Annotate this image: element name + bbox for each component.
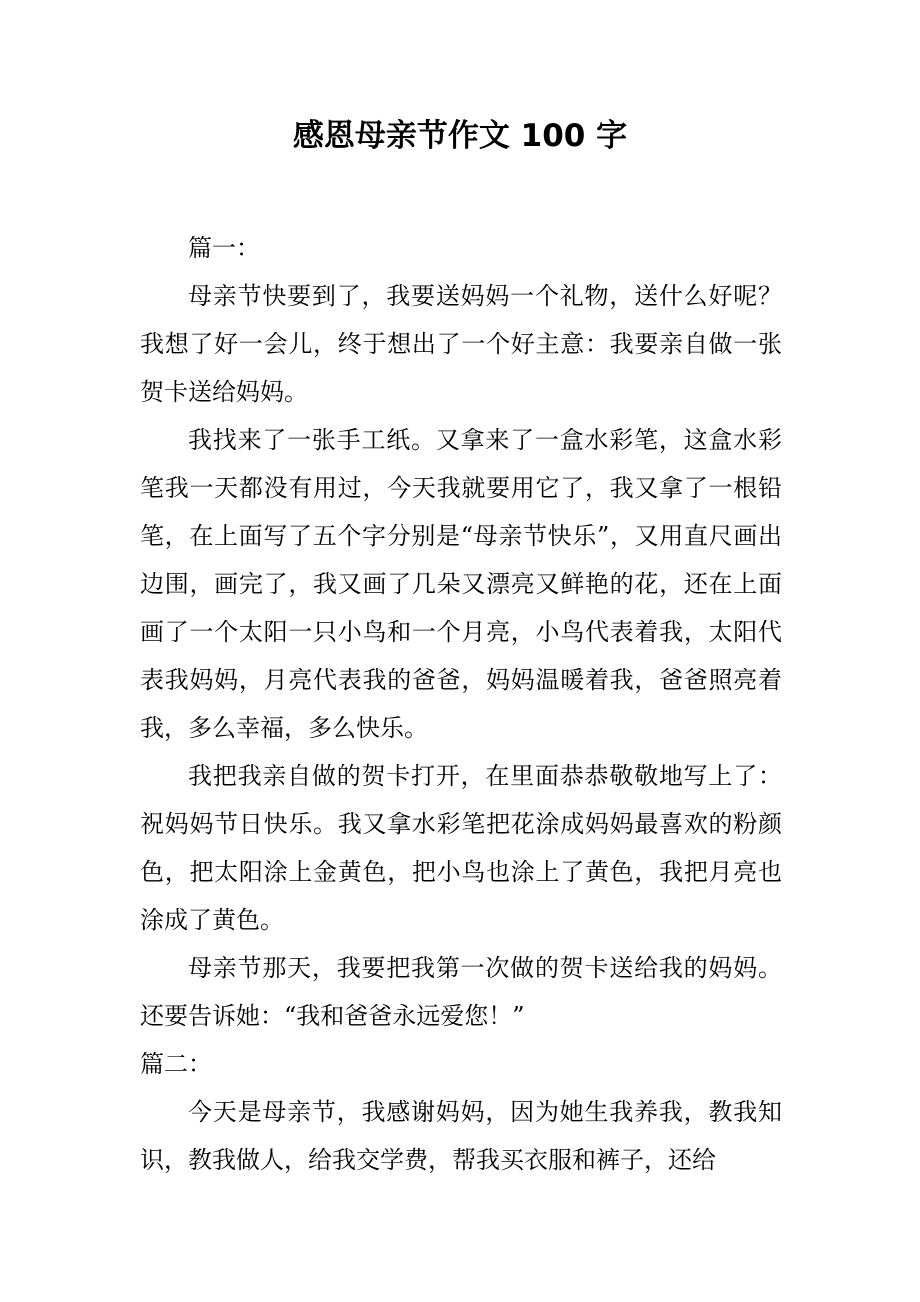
paragraph: 篇一： <box>188 234 260 262</box>
paragraph: 母亲节那天，我要把我第一次做的贺卡送给我的妈妈。还要告诉她：“我和爸爸永远爱您！” <box>140 954 782 1030</box>
section-heading: 篇二： <box>140 1050 212 1078</box>
document-body <box>140 224 782 1184</box>
paragraph: 我找来了一张手工纸。又拿来了一盒水彩笔，这盒水彩笔我一天都没有用过，今天我就要用它了，我又拿了一根铅笔，在上面写了五个字分别是“母亲节快乐”，又用直尺画出边围，画完了，我又画了几朵又漂亮又鲜艳的花，还在上面画了一个太阳一只小鸟和一个月亮，小鸟代表着我，太阳代表我妈妈，月亮代表我的爸爸，妈妈温暖着我，爸爸照亮着我，多么幸福，多么快乐。 <box>140 426 782 742</box>
paragraph: 今天是母亲节，我感谢妈妈，因为她生我养我，教我知识，教我做人，给我交学费，帮我买衣服和裤子，还给 <box>140 1098 782 1174</box>
document-title: 感恩母亲节作文 100 字 <box>292 118 628 154</box>
paragraph: 我把我亲自做的贺卡打开，在里面恭恭敬敬地写上了：祝妈妈节日快乐。我又拿水彩笔把花涂成妈妈最喜欢的粉颜色，把太阳涂上金黄色，把小鸟也涂上了黄色，我把月亮也涂成了黄色。 <box>140 762 782 934</box>
paragraph: 母亲节快要到了，我要送妈妈一个礼物，送什么好呢？我想了好一会儿，终于想出了一个好主意：我要亲自做一张贺卡送给妈妈。 <box>140 282 782 406</box>
